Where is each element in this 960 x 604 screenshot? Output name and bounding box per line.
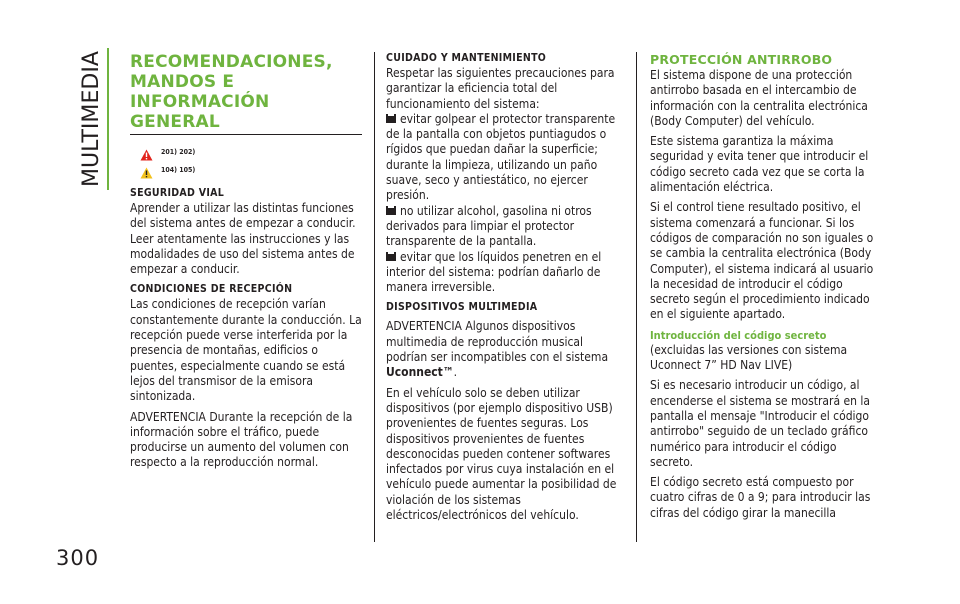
page-title-line-2: MANDOS E INFORMACIÓN (130, 72, 270, 112)
heading-seguridad-vial: SEGURIDAD VIAL (130, 187, 225, 199)
dispositivos-p1-text: ADVERTENCIA Algunos dispositivos multimedia de reproducción musical podrían ser incompatibles con el sistema (386, 319, 609, 365)
proteccion-paragraph-1: El sistema dispone de una protección antirrobo basada en el intercambio de información con la centralita electrónica (Body Computer) del vehículo. (650, 68, 868, 128)
recepcion-paragraph-1: Las condiciones de recepción varían constantemente durante la conducción. La recepción puede verse interferida por la presencia de montañas, edificios o puentes, especialmente cuando se está lejos del transmisor de la emisora sintonizada. (130, 297, 362, 404)
bullet-icon (386, 204, 396, 213)
cuidado-intro: Respetar las siguientes precauciones para garantizar la eficiencia total del funcionamiento del sistema: (386, 66, 615, 111)
section-side-title (72, 50, 112, 188)
page-title (130, 52, 362, 132)
side-title-text: MULTIMEDIA (79, 51, 104, 187)
heading-condiciones-recepcion: CONDICIONES DE RECEPCIÓN (130, 283, 293, 296)
proteccion-paragraph-3: Si el control tiene resultado positivo, el sistema comenzará a funcionar. Si los códigos de comparación no son iguales o se cambia la centralita electrónica (Body Computer), el sistema indicará al usuario la necesidad de introducir el código secreto según el procedimiento indicado en el siguiente apartado. (650, 200, 874, 322)
caution-reference-row (140, 161, 362, 179)
dispositivos-paragraph-1 (386, 319, 626, 380)
column-divider-2 (636, 52, 637, 542)
introduccion-paragraph-1: (excluidas las versiones con sistema Uconnect 7” HD Nav LIVE) (650, 342, 848, 373)
heading-introduccion-codigo: Introducción del código secreto (650, 328, 827, 342)
warning-triangle-icon (140, 146, 153, 158)
page-title-line-1: RECOMENDACIONES, (130, 52, 333, 72)
seguridad-paragraph-2: Leer atentamente las instrucciones y las modalidades de uso del sistema antes de empezar a conducir. (130, 231, 355, 277)
list-item (386, 250, 626, 296)
dispositivos-p1-end: . (453, 365, 458, 380)
recepcion-paragraph-2: ADVERTENCIA Durante la recepción de la información sobre el tráfico, puede producirse un aumento del volumen con respecto a la reproducción normal. (130, 409, 353, 470)
cuidado-bullet-3: evitar que los líquidos penetren en el interior del sistema: podrían dañarlo de manera irreversible. (386, 249, 602, 295)
bullet-icon (386, 250, 396, 259)
warning-refs: 201) 202) (161, 148, 196, 156)
page-title-line-3: GENERAL (130, 112, 220, 132)
column-2 (386, 52, 626, 528)
dispositivos-paragraph-2: En el vehículo solo se deben utilizar dispositivos (por ejemplo dispositivo USB) provenientes de fuentes seguras. Los dispositivos provenientes de fuentes desconocidas pueden contener softwares infectados por virus cuya instalación en el vehículo puede aumentar la posibilidad de violación de los sistemas eléctricos/electrónicos del vehículo. (386, 385, 617, 523)
warning-reference-row (140, 143, 362, 161)
heading-proteccion-antirrobo: PROTECCIÓN ANTIRROBO (650, 52, 833, 67)
title-divider (130, 134, 362, 135)
column-1 (130, 52, 362, 476)
introduccion-paragraph-3: El código secreto está compuesto por cuatro cifras de 0 a 9; para introducir las cifras del código girar la manecilla (650, 475, 871, 520)
uconnect-brand: Uconnect™ (386, 365, 454, 380)
caution-triangle-icon (140, 164, 153, 176)
caution-refs: 104) 105) (161, 166, 196, 174)
proteccion-paragraph-2: Este sistema garantiza la máxima seguridad y evita tener que introducir el código secreto cada vez que se corta la alimentación eléctrica. (650, 134, 869, 195)
column-divider-1 (374, 52, 375, 542)
bullet-icon (386, 112, 396, 121)
heading-dispositivos-multimedia: DISPOSITIVOS MULTIMEDIA (386, 301, 538, 314)
seguridad-paragraph-1: Aprender a utilizar las distintas funciones del sistema antes de empezar a conducir. (130, 201, 356, 231)
side-accent-rule (107, 48, 109, 190)
list-item (386, 204, 626, 250)
introduccion-paragraph-2: Si es necesario introducir un código, al encenderse el sistema se mostrará en la pantalla el mensaje "Introducir el código antirrobo" seguido de un teclado gráfico numérico para introducir el código secreto. (650, 378, 871, 469)
cuidado-bullet-1: evitar golpear el protector transparente de la pantalla con objetos puntiagudos o rígidos que puedan dañar la superficie; durante la limpieza, utilizando un paño suave, seco y antiestático, no ejercer presión. (386, 111, 616, 203)
cuidado-bullet-2: no utilizar alcohol, gasolina ni otros derivados para limpiar el protector transparente de la pantalla. (386, 203, 592, 249)
heading-cuidado-mantenimiento: CUIDADO Y MANTENIMIENTO (386, 52, 547, 64)
column-3 (650, 52, 882, 526)
list-item (386, 112, 626, 204)
page-number: 300 (56, 546, 100, 570)
